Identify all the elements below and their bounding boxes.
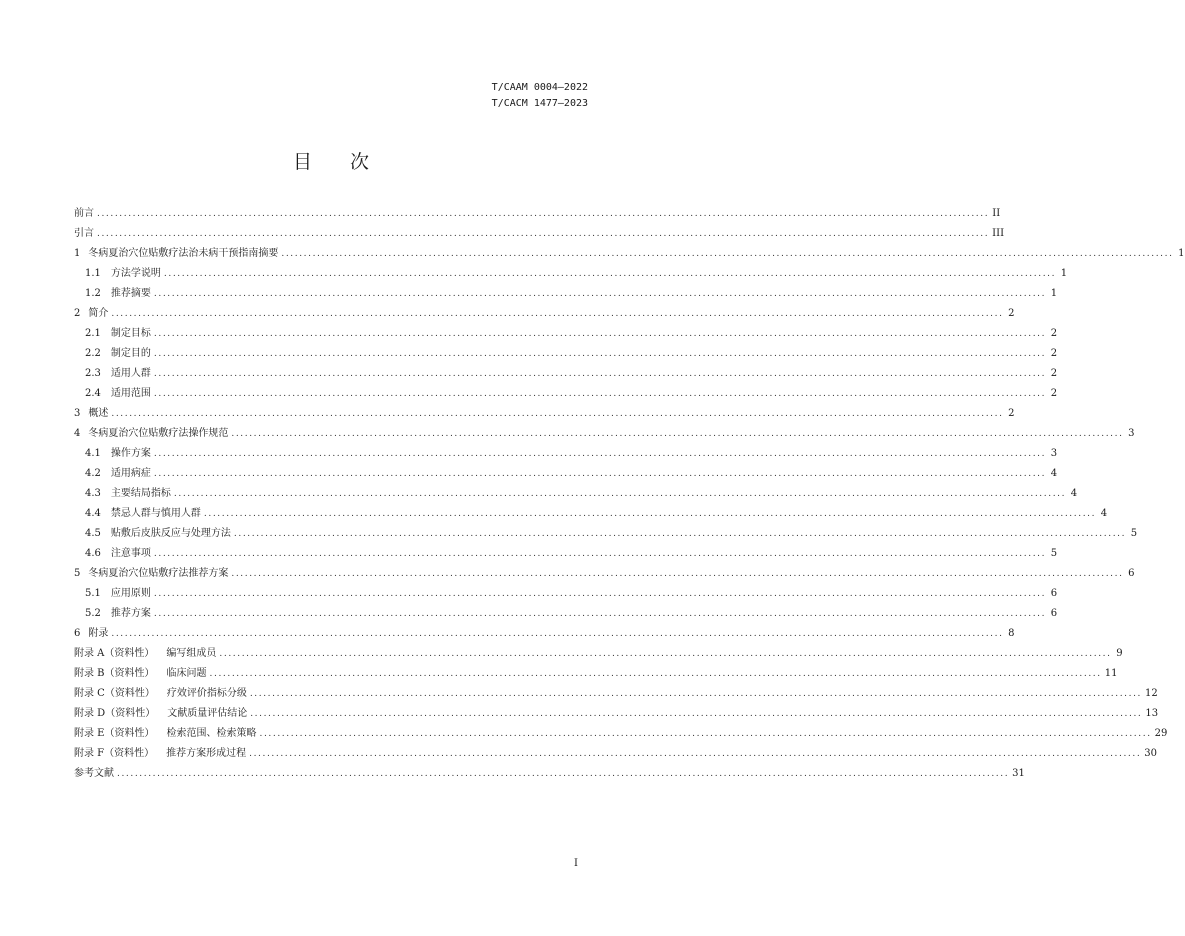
toc-entry-title: 主要结局指标 <box>110 488 171 499</box>
toc-entry-title: 概述 <box>88 408 109 419</box>
toc-entry-title: 冬病夏治穴位贴敷疗法推荐方案 <box>88 568 229 579</box>
toc-entry-title: 方法学说明 <box>110 268 161 279</box>
toc-entry-title: 文献质量评估结论 <box>167 708 248 719</box>
toc-entry-page: 12 <box>1145 688 1158 699</box>
toc-entry-number: 附录 A（资料性） <box>74 648 155 659</box>
toc-entry-page: 1 <box>1178 248 1185 259</box>
toc-entry-page: 2 <box>1050 328 1058 339</box>
toc-leader-dots: ........................................................................................................................................................................................................ <box>97 209 990 219</box>
toc-entry-page: 4 <box>1100 508 1108 519</box>
toc-entry-title: 推荐方案形成过程 <box>166 748 247 759</box>
footer-page-number: I <box>574 858 578 869</box>
toc-entry-number: 2.4 <box>85 388 101 399</box>
toc-entry[interactable] <box>74 466 1058 486</box>
toc-entry[interactable] <box>74 746 1158 766</box>
toc-entry-number: 4.6 <box>85 548 101 559</box>
toc-entry-page: 2 <box>1050 368 1058 379</box>
toc-entry-title: 冬病夏治穴位贴敷疗法操作规范 <box>88 428 229 439</box>
toc-leader-dots: ........................................................................................................................................................................................................ <box>153 369 1047 379</box>
toc-entry[interactable] <box>74 666 1118 686</box>
toc-entry-page: 9 <box>1116 648 1123 659</box>
toc-entry-page: 5 <box>1130 528 1138 539</box>
toc-entry-page: 3 <box>1050 448 1058 459</box>
toc-entry-page: 2 <box>1008 408 1015 419</box>
toc-entry-page: 2 <box>1050 388 1058 399</box>
toc-entry-number: 1 <box>74 248 81 259</box>
toc-entry-page: 5 <box>1050 548 1058 559</box>
toc-entry-number: 4.2 <box>85 468 101 479</box>
toc-leader-dots: ........................................................................................................................................................................................................ <box>249 749 1142 759</box>
toc-leader-dots: ........................................................................................................................................................................................................ <box>203 509 1097 519</box>
toc-entry-page: 31 <box>1012 768 1025 779</box>
toc-entry-page: 30 <box>1144 748 1158 759</box>
toc-entry-number: 附录 E（资料性） <box>74 728 155 739</box>
toc-entry-title: 适用范围 <box>110 388 151 399</box>
standard-code-caam: T/CAAM 0004—2022 <box>491 82 588 93</box>
toc-leader-dots: ........................................................................................................................................................................................................ <box>231 429 1124 439</box>
toc-entry-number: 2 <box>74 308 81 319</box>
toc-leader-dots: ........................................................................................................................................................................................................ <box>153 549 1047 559</box>
toc-entry[interactable] <box>74 766 1025 786</box>
toc-entry-title: 检索范围、检索策略 <box>166 728 257 739</box>
toc-entry-number: 3 <box>74 408 81 419</box>
toc-entry[interactable] <box>74 486 1078 506</box>
toc-entry[interactable] <box>74 226 1005 246</box>
toc-entry-number: 2.1 <box>85 328 101 339</box>
toc-entry[interactable] <box>74 626 1015 646</box>
toc-leader-dots: ........................................................................................................................................................................................................ <box>111 629 1004 639</box>
toc-leader-dots: ........................................................................................................................................................................................................ <box>111 309 1004 319</box>
toc-entry-number: 附录 C（资料性） <box>74 688 155 699</box>
toc-entry-page: 4 <box>1050 468 1058 479</box>
toc-entry-number: 5.2 <box>85 608 101 619</box>
toc-entry-number: 2.3 <box>85 368 101 379</box>
toc-entry-title: 编写组成员 <box>166 648 217 659</box>
toc-entry[interactable] <box>74 306 1015 326</box>
toc-leader-dots: ........................................................................................................................................................................................................ <box>97 229 990 239</box>
toc-leader-dots: ........................................................................................................................................................................................................ <box>153 289 1047 299</box>
toc-leader-dots: ........................................................................................................................................................................................................ <box>153 589 1047 599</box>
toc-entry-number: 1.1 <box>85 268 101 279</box>
toc-entry[interactable] <box>74 606 1058 626</box>
toc-entry[interactable] <box>74 706 1159 726</box>
toc-entry-number: 5.1 <box>85 588 101 599</box>
toc-leader-dots: ........................................................................................................................................................................................................ <box>173 489 1067 499</box>
toc-entry-title: 参考文献 <box>74 768 114 779</box>
toc-entry-number: 附录 B（资料性） <box>74 668 155 679</box>
toc-leader-dots: ........................................................................................................................................................................................................ <box>281 249 1174 259</box>
toc-leader-dots: ........................................................................................................................................................................................................ <box>153 349 1047 359</box>
toc-entry-number: 2.2 <box>85 348 101 359</box>
toc-entry-page: 13 <box>1145 708 1159 719</box>
toc-entry-title: 附录 <box>88 628 109 639</box>
toc-leader-dots: ........................................................................................................................................................................................................ <box>231 569 1124 579</box>
toc-entry-page: 2 <box>1050 348 1058 359</box>
toc-entry-number: 4.5 <box>85 528 101 539</box>
toc-entry[interactable] <box>74 426 1135 446</box>
toc-entry-page: II <box>992 208 1001 219</box>
toc-entry-page: III <box>992 228 1005 239</box>
toc-entry-number: 6 <box>74 628 81 639</box>
toc-entry[interactable] <box>74 546 1058 566</box>
toc-entry-title: 临床问题 <box>166 668 207 679</box>
standard-code-cacm: T/CACM 1477—2023 <box>491 98 588 109</box>
toc-entry-number: 4.1 <box>85 448 101 459</box>
toc-entry-page: 11 <box>1104 668 1118 679</box>
toc-entry[interactable] <box>74 406 1015 426</box>
toc-entry-title: 推荐摘要 <box>110 288 151 299</box>
toc-entry[interactable] <box>74 446 1058 466</box>
toc-entry-title: 前言 <box>74 208 94 219</box>
toc-leader-dots: ........................................................................................................................................................................................................ <box>117 769 1010 779</box>
toc-entry-number: 5 <box>74 568 81 579</box>
toc-entry[interactable] <box>74 206 1001 226</box>
toc-entry[interactable] <box>74 246 1185 266</box>
toc-entry-number: 附录 D（资料性） <box>74 708 156 719</box>
toc-entry[interactable] <box>74 646 1123 666</box>
toc-entry-number: 1.2 <box>85 288 101 299</box>
toc-entry[interactable] <box>74 386 1058 406</box>
toc-entry-page: 29 <box>1154 728 1168 739</box>
table-of-contents <box>74 206 1185 786</box>
toc-entry-number: 附录 F（资料性） <box>74 748 155 759</box>
toc-entry-title: 应用原则 <box>110 588 151 599</box>
toc-entry-page: 3 <box>1128 428 1135 439</box>
toc-leader-dots: ........................................................................................................................................................................................................ <box>153 609 1047 619</box>
toc-entry-title: 适用病症 <box>110 468 151 479</box>
toc-entry[interactable] <box>74 326 1058 346</box>
toc-entry-title: 冬病夏治穴位贴敷疗法治未病干预指南摘要 <box>88 248 279 259</box>
toc-leader-dots: ........................................................................................................................................................................................................ <box>250 709 1143 719</box>
toc-leader-dots: ........................................................................................................................................................................................................ <box>111 409 1004 419</box>
toc-entry-title: 简介 <box>88 308 109 319</box>
toc-entry-title: 疗效评价指标分级 <box>166 688 247 699</box>
toc-entry-page: 6 <box>1128 568 1135 579</box>
toc-entry-page: 8 <box>1008 628 1015 639</box>
toc-entry[interactable] <box>74 586 1058 606</box>
toc-entry-title: 引言 <box>74 228 94 239</box>
toc-leader-dots: ........................................................................................................................................................................................................ <box>233 529 1127 539</box>
toc-leader-dots: ........................................................................................................................................................................................................ <box>249 689 1143 699</box>
toc-leader-dots: ........................................................................................................................................................................................................ <box>153 389 1047 399</box>
page-title: 目 次 <box>292 151 386 173</box>
toc-entry[interactable] <box>74 346 1058 366</box>
toc-entry-number: 4.4 <box>85 508 101 519</box>
toc-entry[interactable] <box>74 726 1168 746</box>
toc-leader-dots: ........................................................................................................................................................................................................ <box>209 669 1102 679</box>
toc-entry-title: 推荐方案 <box>110 608 151 619</box>
standard-codes <box>492 80 588 112</box>
toc-leader-dots: ........................................................................................................................................................................................................ <box>163 269 1057 279</box>
toc-entry-number: 4 <box>74 428 81 439</box>
toc-entry-title: 贴敷后皮肤反应与处理方法 <box>110 528 231 539</box>
toc-entry-page: 1 <box>1050 288 1058 299</box>
toc-entry[interactable] <box>74 566 1135 586</box>
toc-entry-number: 4.3 <box>85 488 101 499</box>
toc-entry-title: 禁忌人群与慎用人群 <box>110 508 201 519</box>
toc-entry[interactable] <box>74 506 1108 526</box>
toc-leader-dots: ........................................................................................................................................................................................................ <box>153 449 1047 459</box>
toc-entry-title: 制定目的 <box>110 348 151 359</box>
toc-entry-title: 操作方案 <box>110 448 151 459</box>
toc-leader-dots: ........................................................................................................................................................................................................ <box>219 649 1112 659</box>
toc-leader-dots: ........................................................................................................................................................................................................ <box>153 329 1047 339</box>
toc-entry-page: 6 <box>1050 588 1058 599</box>
toc-entry-page: 4 <box>1070 488 1078 499</box>
toc-entry-page: 2 <box>1008 308 1015 319</box>
toc-leader-dots: ........................................................................................................................................................................................................ <box>259 729 1152 739</box>
toc-entry-page: 6 <box>1050 608 1058 619</box>
toc-entry-title: 适用人群 <box>110 368 151 379</box>
toc-entry-page: 1 <box>1060 268 1068 279</box>
toc-leader-dots: ........................................................................................................................................................................................................ <box>153 469 1047 479</box>
toc-entry[interactable] <box>74 526 1138 546</box>
toc-entry[interactable] <box>74 286 1058 306</box>
toc-entry[interactable] <box>74 366 1058 386</box>
toc-entry[interactable] <box>74 686 1158 706</box>
toc-entry-title: 注意事项 <box>110 548 151 559</box>
toc-entry[interactable] <box>74 266 1068 286</box>
toc-entry-title: 制定目标 <box>110 328 151 339</box>
